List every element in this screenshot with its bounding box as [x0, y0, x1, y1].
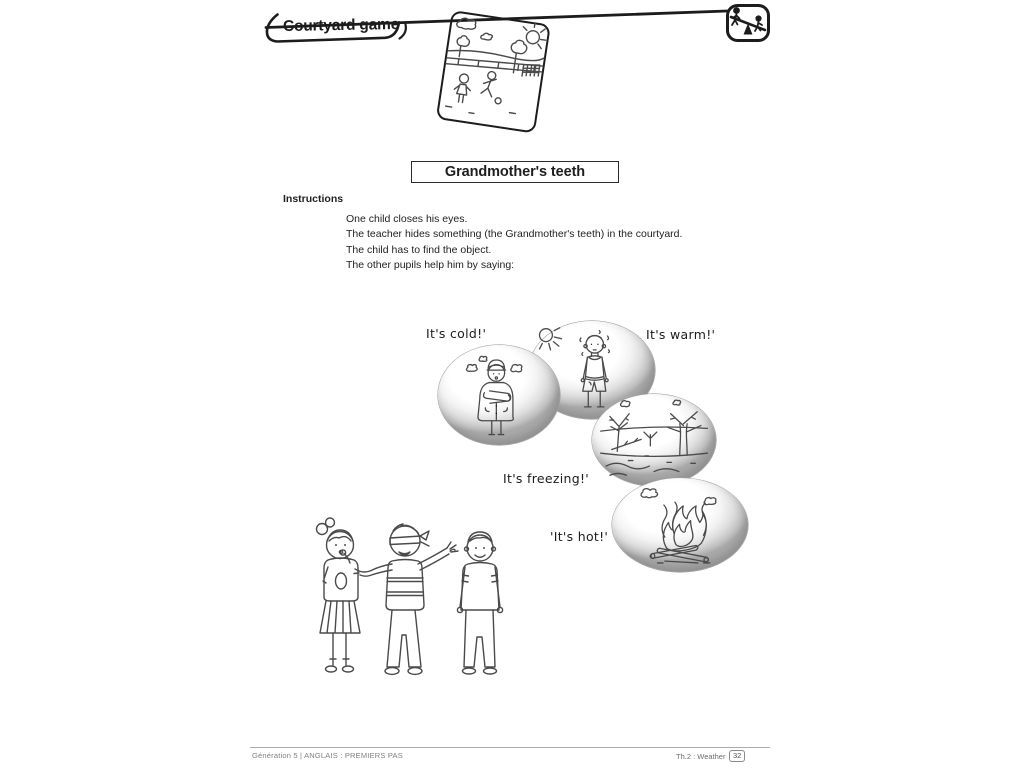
bare-tree — [610, 413, 629, 451]
girl-figure — [317, 518, 361, 672]
smoke-cloud — [641, 488, 657, 497]
shivering-child-figure — [478, 360, 513, 435]
courtyard-scene-drawing — [437, 11, 550, 132]
sweating-child-figure — [580, 330, 609, 406]
child-shivering-in-winter-coat — [443, 349, 555, 441]
bubble-cold — [438, 345, 560, 445]
breath-puff — [479, 356, 487, 361]
blindfolded-boy-figure — [354, 524, 458, 674]
cloud-icon — [673, 400, 681, 405]
bubble-label-warm: It's warm!' — [646, 327, 716, 342]
footer-theme: Th.2 : Weather — [676, 751, 726, 761]
breath-puff — [511, 365, 522, 372]
campfire-with-smoke — [617, 482, 742, 568]
bubble-label-cold: It's cold!' — [426, 326, 487, 341]
instruction-line: One child closes his eyes. — [346, 213, 468, 225]
fallen-branch — [612, 438, 641, 449]
breath-puff — [466, 365, 477, 372]
standing-girl-figure — [453, 73, 473, 104]
bubble-freezing — [592, 394, 716, 486]
snow-drifts — [606, 463, 679, 475]
game-title: Grandmother's teeth — [444, 164, 586, 180]
running-child-figure — [481, 70, 498, 97]
seesaw-playground-icon — [728, 6, 769, 41]
game-title-box — [411, 161, 619, 183]
bubble-hot — [612, 478, 748, 572]
bare-trees-winter-landscape — [597, 398, 711, 483]
sleeve-stripes — [462, 575, 498, 582]
footer-publisher: Génération 5 | ANGLAIS : PREMIERS PAS — [252, 751, 403, 760]
instructions-heading: Instructions — [283, 193, 344, 205]
header-decoration — [0, 0, 1024, 160]
logs — [651, 545, 711, 562]
page-number-badge: 32 — [729, 750, 744, 762]
flames — [664, 506, 707, 551]
instruction-line: The child has to find the object. — [346, 243, 492, 256]
bubble-label-hot: 'It's hot!' — [550, 529, 609, 544]
open-hand — [447, 542, 458, 552]
instruction-line: The teacher hides something (the Grandmother's teeth) in the courtyard. — [346, 228, 683, 241]
sun-icon — [540, 328, 562, 350]
crossed-arms — [483, 391, 510, 401]
blindfolded-child-with-two-pupils — [300, 515, 520, 703]
page-tab-label: Courtyard game — [282, 15, 400, 36]
bubble-label-freezing: It's freezing!' — [503, 471, 589, 486]
footer-right-group — [676, 750, 745, 762]
bare-bush — [644, 432, 657, 446]
tab-tail-tick — [400, 25, 406, 39]
footer-divider — [250, 747, 770, 748]
smoke-cloud — [705, 497, 717, 504]
cloud-icon — [620, 400, 629, 406]
boy-figure — [457, 532, 502, 674]
ground-marks — [445, 103, 515, 119]
instructions-text — [346, 214, 766, 276]
ball-icon — [495, 97, 502, 104]
instruction-line: The other pupils help him by saying: — [346, 259, 515, 272]
bare-tree — [668, 411, 701, 454]
